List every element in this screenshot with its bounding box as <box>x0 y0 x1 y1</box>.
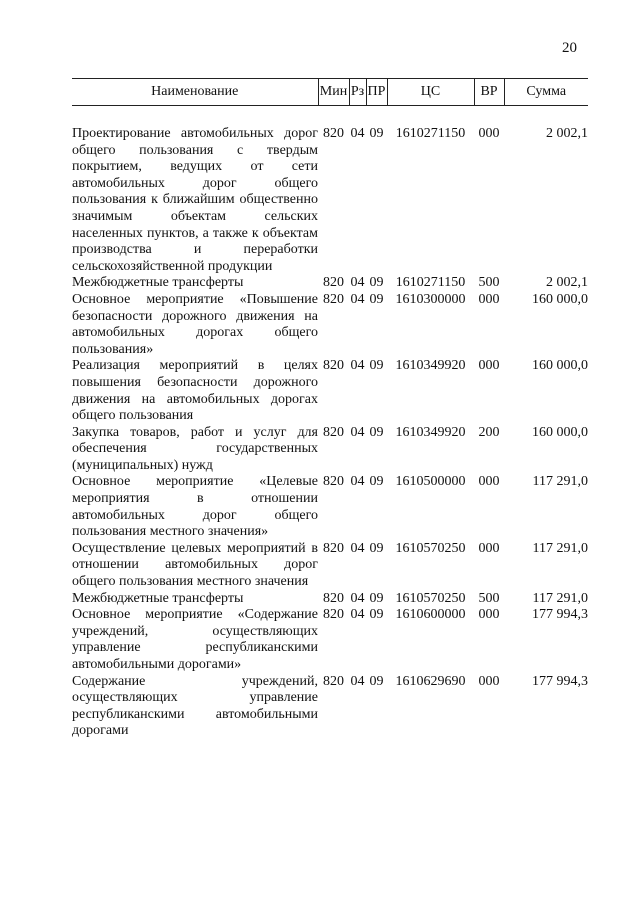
header-min: Мин <box>318 79 349 106</box>
row-cs: 1610600000 <box>395 607 466 623</box>
header-cs: ЦС <box>387 79 474 106</box>
header-pr: ПР <box>366 79 387 106</box>
row-vr: 200 <box>478 424 500 440</box>
row-rz: 04 <box>350 540 365 556</box>
row-rz: 04 <box>350 607 365 623</box>
header-sum: Сумма <box>504 79 588 106</box>
row-vr: 000 <box>478 673 500 689</box>
row-pr: 09 <box>369 590 384 606</box>
row-min: 820 <box>323 424 344 440</box>
row-pr: 09 <box>369 126 384 141</box>
page-number: 20 <box>562 40 577 56</box>
row-pr: 09 <box>369 275 384 291</box>
table-row <box>72 292 588 358</box>
row-vr: 000 <box>478 540 500 556</box>
row-sum: 2 002,1 <box>546 126 588 141</box>
row-name: Реализация мероприятий в целях повышения безопасности дорожного движения на автомобильных дорогах общего пользования <box>72 358 318 424</box>
row-sum: 2 002,1 <box>546 275 588 291</box>
row-name: Основное мероприятие «Повышение безопасности дорожного движения на автомобильных дорогах общего пользования» <box>72 291 318 357</box>
spacer-row <box>72 106 588 127</box>
row-sum: 117 291,0 <box>532 474 588 490</box>
row-vr: 500 <box>478 275 500 291</box>
row-name: Закупка товаров, работ и услуг для обеспечения государственных (муниципальных) нужд <box>72 424 318 473</box>
row-cs: 1610629690 <box>395 673 466 689</box>
row-sum: 177 994,3 <box>532 673 588 689</box>
table-row <box>72 541 588 591</box>
row-cs: 1610570250 <box>395 590 466 606</box>
budget-table <box>72 78 588 740</box>
row-vr: 000 <box>478 126 500 141</box>
row-min: 820 <box>323 607 344 623</box>
row-min: 820 <box>323 673 344 689</box>
row-cs: 1610500000 <box>395 474 466 490</box>
table-row <box>72 474 588 540</box>
row-min: 820 <box>323 590 344 606</box>
row-rz: 04 <box>350 126 365 141</box>
row-rz: 04 <box>350 424 365 440</box>
row-pr: 09 <box>369 540 384 556</box>
table-row <box>72 591 588 608</box>
row-name: Содержание учреждений, осуществляющих управление республиканскими автомобильными дорогами <box>72 673 318 739</box>
header-row <box>72 79 588 106</box>
row-rz: 04 <box>350 275 365 291</box>
table-row <box>72 674 588 740</box>
row-pr: 09 <box>369 607 384 623</box>
row-pr: 09 <box>369 424 384 440</box>
row-pr: 09 <box>369 673 384 689</box>
row-vr: 000 <box>478 291 500 307</box>
row-name: Проектирование автомобильных дорог общего пользования с твердым покрытием, ведущих от сети автомобильных дорог общего пользования к ближайшим общественно значимым объектам сельских населенных пунктов, а также к объектам производства и переработки сельскохозяйственной продукции <box>72 126 318 274</box>
table-row <box>72 275 588 292</box>
row-min: 820 <box>323 474 344 490</box>
row-name: Осуществление целевых мероприятий в отношении автомобильных дорог общего пользования местного значения <box>72 540 318 590</box>
row-cs: 1610570250 <box>395 540 466 556</box>
header-rz: Рз <box>349 79 366 106</box>
row-rz: 04 <box>350 673 365 689</box>
row-cs: 1610300000 <box>395 291 466 307</box>
row-pr: 09 <box>369 358 384 374</box>
row-vr: 000 <box>478 358 500 374</box>
row-sum: 117 291,0 <box>532 590 588 606</box>
row-cs: 1610349920 <box>395 424 466 440</box>
row-sum: 160 000,0 <box>532 424 588 440</box>
table-row <box>72 425 588 475</box>
row-rz: 04 <box>350 474 365 490</box>
row-name: Межбюджетные трансферты <box>72 590 244 606</box>
table-row <box>72 358 588 424</box>
row-sum: 177 994,3 <box>532 607 588 623</box>
row-rz: 04 <box>350 291 365 307</box>
row-sum: 117 291,0 <box>532 540 588 556</box>
header-name: Наименование <box>72 79 318 106</box>
row-rz: 04 <box>350 358 365 374</box>
table-row <box>72 126 588 275</box>
row-cs: 1610271150 <box>395 126 466 141</box>
row-cs: 1610349920 <box>395 358 466 374</box>
row-sum: 160 000,0 <box>532 291 588 307</box>
row-vr: 000 <box>478 474 500 490</box>
row-rz: 04 <box>350 590 365 606</box>
row-min: 820 <box>323 126 344 141</box>
row-min: 820 <box>323 358 344 374</box>
row-name: Межбюджетные трансферты <box>72 275 244 291</box>
row-cs: 1610271150 <box>395 275 466 291</box>
row-name: Основное мероприятие «Содержание учреждений, осуществляющих управление республиканскими автомобильными дорогами» <box>72 607 318 672</box>
row-name: Основное мероприятие «Целевые мероприятия в отношении автомобильных дорог общего пользования местного значения» <box>72 474 318 540</box>
row-min: 820 <box>323 291 344 307</box>
header-vr: ВР <box>474 79 504 106</box>
row-pr: 09 <box>369 474 384 490</box>
table-row <box>72 607 588 673</box>
row-sum: 160 000,0 <box>532 358 588 374</box>
row-vr: 500 <box>478 590 500 606</box>
row-pr: 09 <box>369 291 384 307</box>
row-min: 820 <box>323 540 344 556</box>
row-min: 820 <box>323 275 344 291</box>
row-vr: 000 <box>478 607 500 623</box>
